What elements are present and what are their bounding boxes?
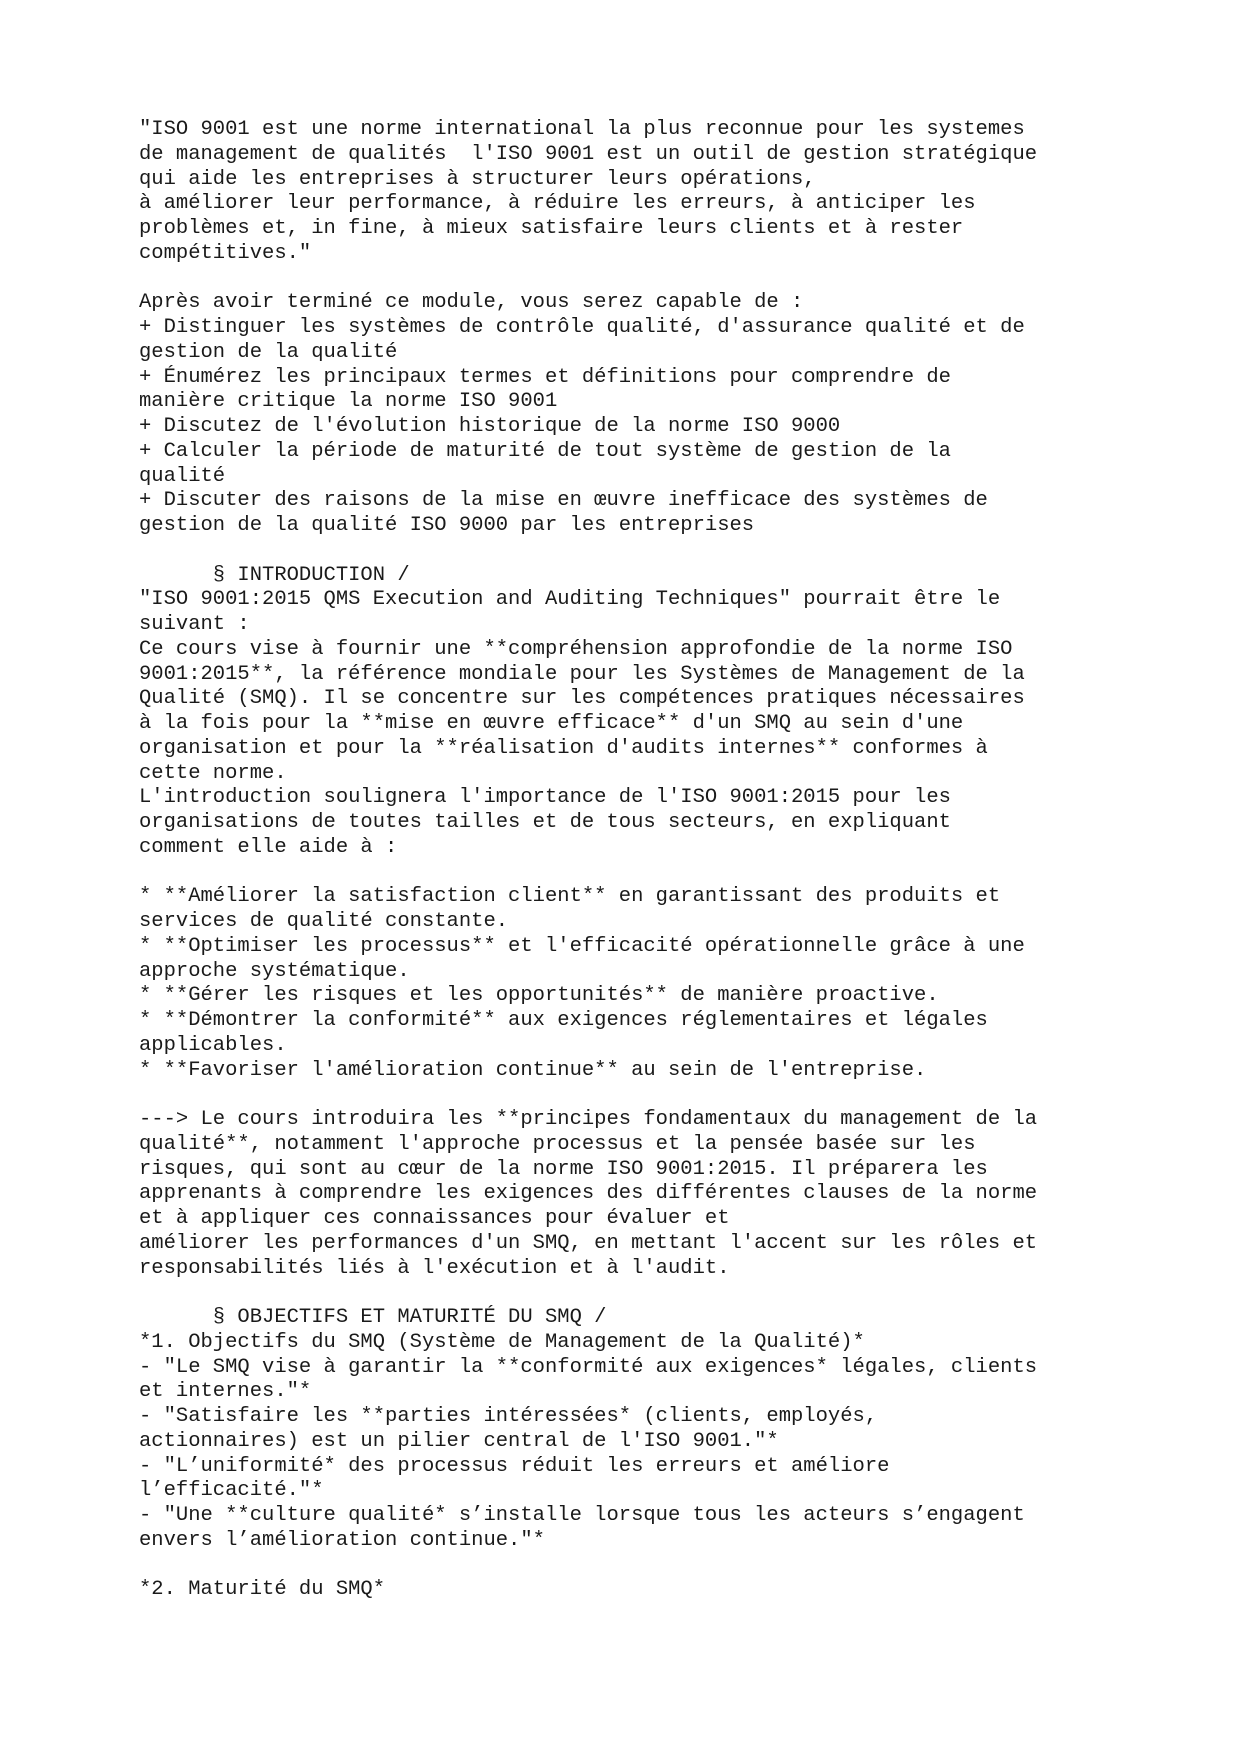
text-line: manière critique la norme ISO 9001 (139, 390, 558, 414)
text-line: approche systématique. (139, 959, 410, 983)
text-line: *2. Maturité du SMQ* (139, 1578, 386, 1602)
text-line: Qualité (SMQ). Il se concentre sur les compétences pratiques nécessaires (139, 687, 1025, 711)
text-line: + Discutez de l'évolution historique de la norme ISO 9000 (139, 415, 841, 438)
text-line: risques, qui sont au cœur de la norme ISO 9001:2015. Il préparera les (139, 1157, 988, 1181)
text-line: * **Optimiser les processus** et l'efficacité opérationnelle grâce à une (139, 934, 1025, 958)
text-line: gestion de la qualité (139, 340, 398, 364)
text-line: responsabilités liés à l'exécution et à l'audit. (139, 1256, 730, 1280)
text-line: + Distinguer les systèmes de contrôle qualité, d'assurance qualité et de (139, 316, 1025, 339)
text-line: l’efficacité."* (139, 1479, 324, 1503)
text-line: "ISO 9001 est une norme international la plus reconnue pour les systemes (139, 118, 1025, 141)
text-line: et internes."* (139, 1380, 312, 1404)
blank-line (139, 539, 1139, 564)
blank-line (139, 1554, 1139, 1579)
text-line: 9001:2015**, la référence mondiale pour les Systèmes de Management de la (139, 662, 1025, 686)
text-line: cette norme. (139, 761, 287, 785)
text-line: - "Une **culture qualité* s’installe lorsque tous les acteurs s’engagent (139, 1504, 1025, 1527)
text-line: qui aide les entreprises à structurer leurs opérations, (139, 167, 816, 191)
text-line: qualité (139, 464, 226, 488)
text-line: problèmes et, in fine, à mieux satisfaire leurs clients et à rester (139, 217, 964, 240)
text-line: de management de qualités l'ISO 9001 est un outil de gestion stratégique (139, 142, 1038, 166)
text-line: § OBJECTIFS ET MATURITÉ DU SMQ / (139, 1306, 607, 1329)
text-line: compétitives." (139, 241, 312, 265)
text-line: actionnaires) est un pilier central de l'ISO 9001."* (139, 1429, 779, 1453)
text-line: "ISO 9001:2015 QMS Execution and Auditing Techniques" pourrait être le (139, 588, 1001, 612)
text-line: *1. Objectifs du SMQ (Système de Management de la Qualité)* (139, 1330, 865, 1354)
blank-line (139, 267, 1139, 292)
text-line: services de qualité constante. (139, 910, 509, 933)
blank-line (139, 1083, 1139, 1108)
text-line: § INTRODUCTION / (139, 563, 410, 587)
text-line: qualité**, notamment l'approche processus et la pensée basée sur les (139, 1132, 976, 1156)
text-line: + Calculer la période de maturité de tout système de gestion de la (139, 439, 951, 463)
text-line: applicables. (139, 1033, 287, 1057)
blank-line (139, 861, 1139, 886)
text-line: organisations de toutes tailles et de tous secteurs, en expliquant (139, 811, 951, 834)
text-line: et à appliquer ces connaissances pour évaluer et (139, 1207, 730, 1230)
document-text-body (139, 118, 1139, 1603)
text-line: Après avoir terminé ce module, vous serez capable de : (139, 291, 804, 315)
text-line: + Énumérez les principaux termes et définitions pour comprendre de (139, 365, 951, 389)
text-line: à la fois pour la **mise en œuvre efficace** d'un SMQ au sein d'une (139, 712, 964, 735)
text-line: à améliorer leur performance, à réduire les erreurs, à anticiper les (139, 192, 976, 216)
text-line: comment elle aide à : (139, 835, 398, 859)
text-line: * **Démontrer la conformité** aux exigences réglementaires et légales (139, 1009, 988, 1032)
text-line: suivant : (139, 613, 250, 636)
text-line: * **Gérer les risques et les opportunités** de manière proactive. (139, 984, 939, 1008)
blank-line (139, 1281, 1139, 1306)
text-line: - "Le SMQ vise à garantir la **conformité aux exigences* légales, clients (139, 1355, 1038, 1379)
text-line: ---> Le cours introduira les **principes fondamentaux du management de la (139, 1108, 1038, 1131)
text-line: apprenants à comprendre les exigences des différentes clauses de la norme (139, 1182, 1038, 1206)
text-line: - "Satisfaire les **parties intéressées* (clients, employés, (139, 1405, 878, 1428)
text-line: - "L’uniformité* des processus réduit les erreurs et améliore (139, 1454, 890, 1478)
text-line: envers l’amélioration continue."* (139, 1528, 545, 1552)
text-line: améliorer les performances d'un SMQ, en mettant l'accent sur les rôles et (139, 1231, 1038, 1255)
text-line: L'introduction soulignera l'importance de l'ISO 9001:2015 pour les (139, 786, 951, 810)
text-line: gestion de la qualité ISO 9000 par les entreprises (139, 514, 755, 537)
text-line: + Discuter des raisons de la mise en œuvre inefficace des systèmes de (139, 489, 988, 513)
text-line: Ce cours vise à fournir une **compréhension approfondie de la norme ISO (139, 637, 1013, 661)
text-line: * **Améliorer la satisfaction client** en garantissant des produits et (139, 885, 1001, 909)
text-line: * **Favoriser l'amélioration continue** au sein de l'entreprise. (139, 1058, 927, 1082)
text-line: organisation et pour la **réalisation d'audits internes** conformes à (139, 736, 988, 760)
